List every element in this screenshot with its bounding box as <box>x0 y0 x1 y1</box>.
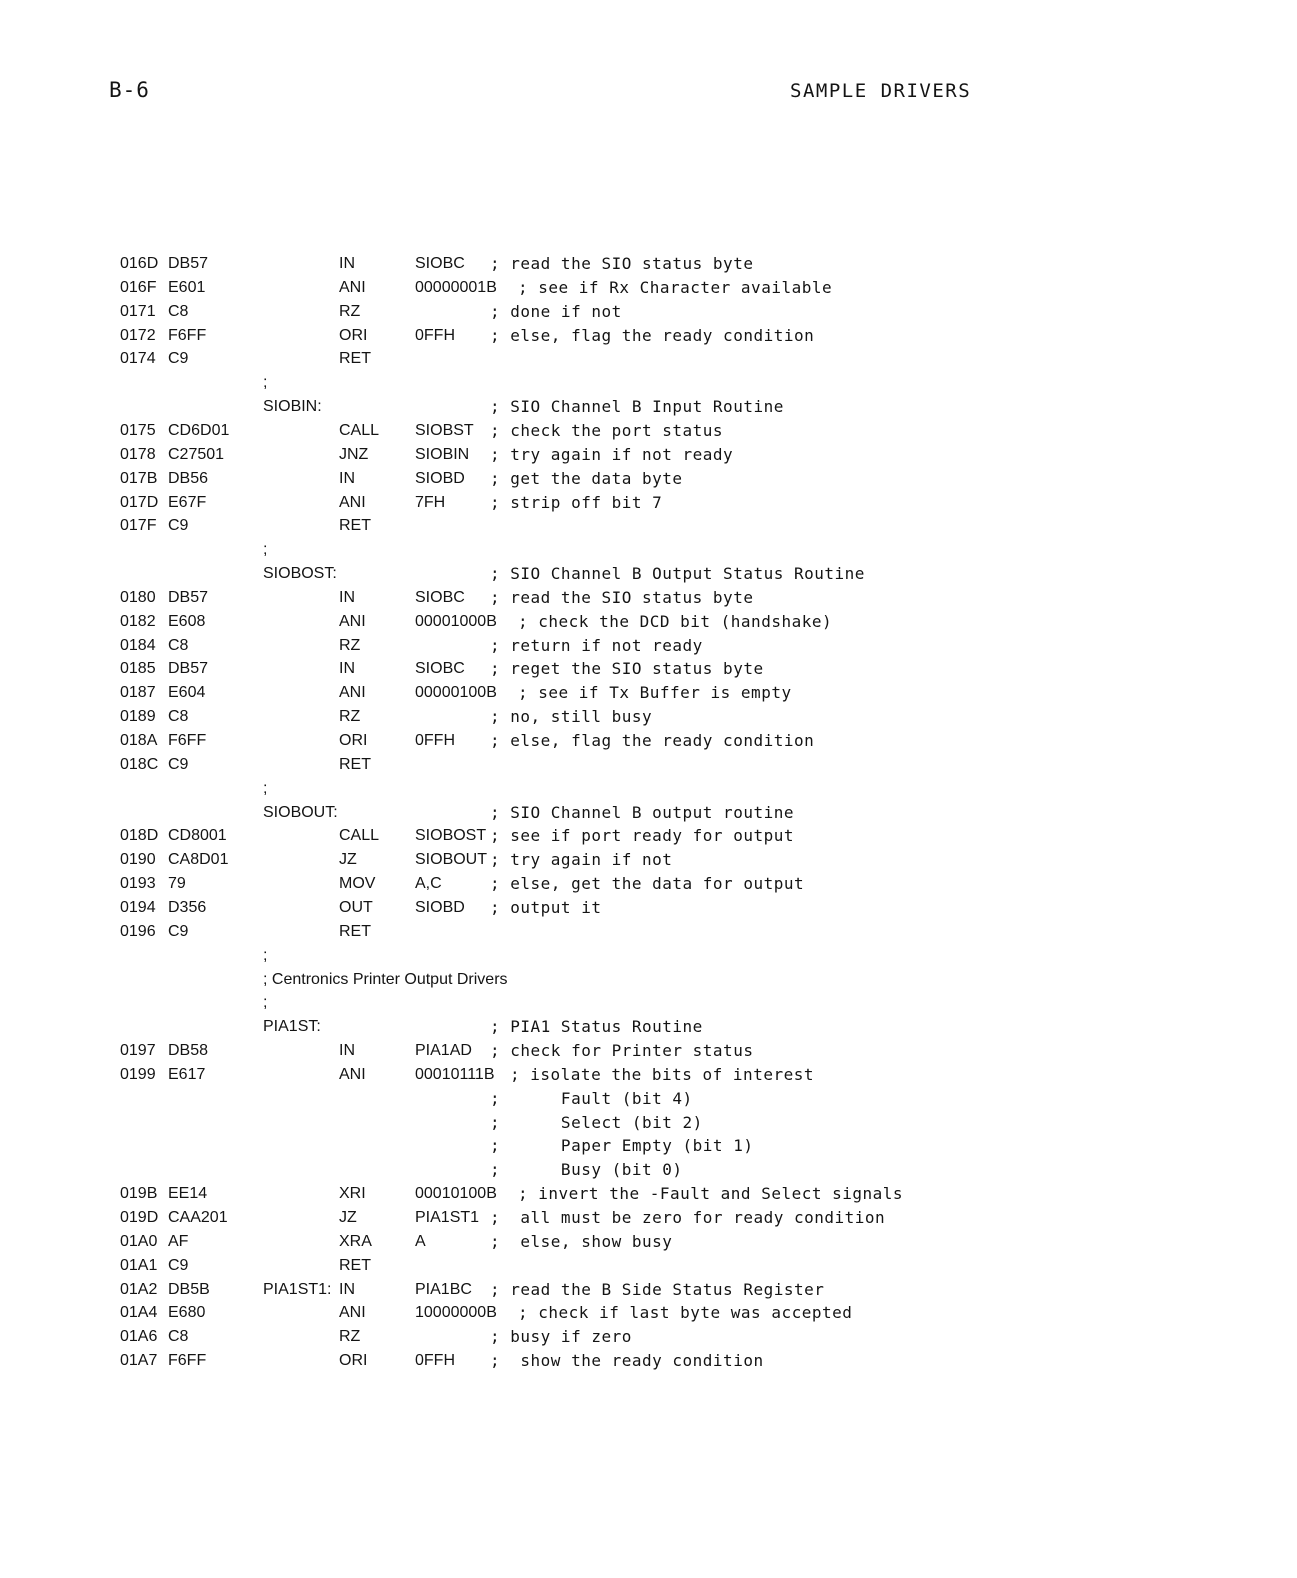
line-operand: SIOBOUT <box>415 851 488 869</box>
listing-line <box>0 1254 1297 1278</box>
line-address: 0175 <box>120 421 156 439</box>
page-number: B-6 <box>109 78 150 102</box>
line-mnemonic: RZ <box>339 302 361 320</box>
line-mnemonic: IN <box>339 255 355 272</box>
line-object-code: DB5B <box>168 1280 210 1298</box>
line-mnemonic: OUT <box>339 898 373 916</box>
line-object-code: DB57 <box>168 660 209 678</box>
line-mnemonic: RET <box>339 755 371 773</box>
listing-line <box>0 562 1297 586</box>
line-label: ; <box>263 779 268 797</box>
listing-line <box>0 1349 1297 1373</box>
line-mnemonic: RZ <box>339 708 361 726</box>
line-object-code: DB56 <box>168 469 209 487</box>
line-address: 017B <box>120 469 158 487</box>
line-operand: PIA1ST1 <box>415 1209 480 1226</box>
line-mnemonic: RET <box>339 350 371 368</box>
line-object-code: C9 <box>168 350 189 368</box>
line-operand: SIOBIN <box>415 445 470 463</box>
listing-line <box>0 634 1297 658</box>
line-mnemonic: JZ <box>339 1209 357 1226</box>
listing-line <box>0 300 1297 324</box>
listing-line <box>0 276 1297 300</box>
line-object-code: C9 <box>168 517 189 535</box>
listing-line <box>0 824 1297 848</box>
line-object-code: C9 <box>168 1256 189 1274</box>
line-object-code: CA8D01 <box>168 851 229 869</box>
line-operand: A,C <box>415 875 442 893</box>
line-mnemonic: RET <box>339 517 371 535</box>
line-address: 019D <box>120 1209 159 1226</box>
line-mnemonic: XRI <box>339 1185 366 1203</box>
listing-line <box>0 1206 1297 1230</box>
line-mnemonic: ANI <box>339 278 366 296</box>
line-object-code: C9 <box>168 755 189 773</box>
line-mnemonic: RZ <box>339 636 361 654</box>
line-operand: 0FFH <box>415 732 455 749</box>
line-comment: ; see if Tx Buffer is empty <box>518 683 792 703</box>
listing-line <box>0 753 1297 777</box>
line-mnemonic: ANI <box>339 1304 366 1322</box>
line-comment: ; else, flag the ready condition <box>490 731 815 750</box>
line-address: 0172 <box>120 326 156 344</box>
line-comment: ; Paper Empty (bit 1) <box>490 1136 754 1156</box>
line-object-code: DB57 <box>168 255 209 272</box>
line-comment: ; busy if zero <box>490 1327 632 1347</box>
line-address: 01A7 <box>120 1352 158 1370</box>
line-address: 018D <box>120 827 159 845</box>
line-comment: ; get the data byte <box>490 468 683 488</box>
listing-line <box>0 920 1297 944</box>
line-object-code: CD6D01 <box>168 421 230 439</box>
listing-line <box>0 538 1297 562</box>
listing-line <box>0 1039 1297 1063</box>
line-object-code: EE14 <box>168 1185 208 1203</box>
listing-line <box>0 610 1297 634</box>
line-object-code: E67F <box>168 493 207 511</box>
line-address: 0189 <box>120 708 156 726</box>
line-comment: ; done if not <box>490 301 622 321</box>
line-mnemonic: RET <box>339 922 371 940</box>
line-mnemonic: IN <box>339 1042 355 1060</box>
line-comment: ; check if last byte was accepted <box>518 1303 853 1323</box>
line-comment: ; SIO Channel B Input Routine <box>490 397 784 417</box>
listing-line <box>0 1111 1297 1135</box>
section-title: SAMPLE DRIVERS <box>790 80 972 102</box>
line-operand: 00000001B <box>415 278 497 296</box>
listing-line <box>0 586 1297 610</box>
line-comment: ; check the port status <box>490 420 724 440</box>
line-comment: ; read the SIO status byte <box>490 254 754 273</box>
line-label: ; <box>263 994 268 1012</box>
line-address: 0178 <box>120 445 156 463</box>
listing-line <box>0 777 1297 801</box>
line-address: 01A1 <box>120 1256 158 1274</box>
listing-line <box>0 1063 1297 1087</box>
line-address: 01A6 <box>120 1328 158 1346</box>
listing-line <box>0 371 1297 395</box>
line-comment: ; reget the SIO status byte <box>490 659 764 679</box>
line-operand: SIOBD <box>415 469 465 487</box>
line-address: 0197 <box>120 1042 156 1060</box>
line-mnemonic: XRA <box>339 1232 372 1250</box>
line-comment: ; Busy (bit 0) <box>490 1160 683 1180</box>
line-comment: ; all must be zero for ready condition <box>490 1208 886 1227</box>
listing-line <box>0 419 1297 443</box>
line-object-code: E601 <box>168 278 206 296</box>
line-address: 0187 <box>120 684 156 702</box>
line-mnemonic: ORI <box>339 326 368 344</box>
listing-line <box>0 1230 1297 1254</box>
line-comment: ; read the SIO status byte <box>490 587 754 607</box>
line-comment: ; see if Rx Character available <box>518 277 833 297</box>
line-operand: 00001000B <box>415 612 497 630</box>
line-comment: ; show the ready condition <box>490 1351 764 1371</box>
listing-line <box>0 1301 1297 1325</box>
listing-line <box>0 729 1297 753</box>
listing-line <box>0 705 1297 729</box>
line-mnemonic: RET <box>339 1256 371 1274</box>
line-label: SIOBOST: <box>263 565 337 583</box>
line-comment: ; invert the -Fault and Select signals <box>518 1184 904 1204</box>
listing-line <box>0 252 1297 276</box>
line-label: ; <box>263 946 268 964</box>
listing-line <box>0 991 1297 1015</box>
line-mnemonic: IN <box>339 588 355 606</box>
line-label: SIOBIN: <box>263 398 322 416</box>
listing-line <box>0 896 1297 920</box>
line-comment: ; no, still busy <box>490 707 653 727</box>
listing-line <box>0 944 1297 968</box>
line-object-code: E680 <box>168 1304 206 1322</box>
line-address: 01A4 <box>120 1304 158 1322</box>
line-object-code: E617 <box>168 1065 206 1083</box>
line-label: ; <box>263 374 268 392</box>
line-mnemonic: CALL <box>339 827 380 845</box>
line-comment: ; else, show busy <box>490 1231 673 1251</box>
line-object-code: E604 <box>168 684 206 702</box>
line-operand: SIOBD <box>415 898 465 916</box>
listing-line <box>0 1182 1297 1206</box>
line-operand: SIOBST <box>415 421 474 439</box>
line-mnemonic: CALL <box>339 421 380 439</box>
line-object-code: E608 <box>168 612 206 630</box>
line-address: 016D <box>120 255 159 272</box>
line-object-code: C8 <box>168 708 189 726</box>
line-address: 0193 <box>120 875 156 893</box>
listing-line <box>0 395 1297 419</box>
line-object-code: CAA201 <box>168 1209 228 1226</box>
line-mnemonic: IN <box>339 469 355 487</box>
line-object-code: C8 <box>168 1328 189 1346</box>
line-operand: 7FH <box>415 493 446 511</box>
line-mnemonic: ANI <box>339 684 366 702</box>
line-mnemonic: RZ <box>339 1328 361 1346</box>
line-address: 016F <box>120 278 157 296</box>
line-label: PIA1ST: <box>263 1018 321 1036</box>
line-operand: SIOBC <box>415 255 465 272</box>
listing-line <box>0 1158 1297 1182</box>
listing-line <box>0 324 1297 348</box>
listing-line <box>0 467 1297 491</box>
line-address: 017D <box>120 493 159 511</box>
listing-line <box>0 968 1297 992</box>
line-operand: PIA1AD <box>415 1042 472 1060</box>
listing-line <box>0 657 1297 681</box>
line-mnemonic: IN <box>339 1280 355 1298</box>
line-comment: ; read the B Side Status Register <box>490 1279 825 1299</box>
line-comment: ; Select (bit 2) <box>490 1112 703 1132</box>
line-comment: ; check for Printer status <box>490 1041 754 1061</box>
line-object-code: C9 <box>168 922 189 940</box>
line-operand: 00010111B <box>415 1065 495 1083</box>
line-object-code: DB58 <box>168 1042 209 1060</box>
line-label: PIA1ST1: <box>263 1280 332 1298</box>
line-address: 01A2 <box>120 1280 158 1298</box>
line-object-code: C8 <box>168 302 189 320</box>
line-operand: 00000100B <box>415 684 497 702</box>
line-address: 0182 <box>120 612 156 630</box>
line-operand: 0FFH <box>415 326 455 344</box>
line-label: SIOBOUT: <box>263 803 338 821</box>
listing-line <box>0 1278 1297 1302</box>
line-mnemonic: MOV <box>339 875 376 893</box>
line-comment: ; see if port ready for output <box>490 826 794 846</box>
line-object-code: AF <box>168 1232 189 1250</box>
line-address: 018C <box>120 755 159 773</box>
line-address: 0180 <box>120 588 156 606</box>
line-address: 0171 <box>120 302 156 320</box>
line-comment: ; else, flag the ready condition <box>490 325 815 345</box>
line-object-code: F6FF <box>168 326 207 344</box>
line-mnemonic: ANI <box>339 612 366 630</box>
listing-line <box>0 801 1297 825</box>
line-comment: ; Fault (bit 4) <box>490 1088 693 1108</box>
line-address: 0194 <box>120 898 156 916</box>
line-object-code: CD8001 <box>168 827 227 845</box>
line-object-code: F6FF <box>168 1352 207 1370</box>
line-address: 0185 <box>120 660 156 678</box>
line-operand: SIOBOST <box>415 827 487 845</box>
line-address: 0196 <box>120 922 156 940</box>
line-address: 01A0 <box>120 1232 158 1250</box>
line-mnemonic: ORI <box>339 1352 368 1370</box>
listing-line <box>0 1015 1297 1039</box>
listing-line <box>0 1087 1297 1111</box>
listing-line <box>0 872 1297 896</box>
line-object-code: 79 <box>168 875 186 893</box>
line-address: 018A <box>120 732 158 749</box>
line-object-code: F6FF <box>168 732 207 749</box>
line-operand: PIA1BC <box>415 1280 472 1298</box>
line-comment: ; else, get the data for output <box>490 874 805 894</box>
line-operand: 0FFH <box>415 1352 455 1370</box>
line-address: 0199 <box>120 1065 156 1083</box>
line-object-code: C27501 <box>168 445 225 463</box>
line-mnemonic: ORI <box>339 732 368 749</box>
listing-line <box>0 491 1297 515</box>
listing-line <box>0 443 1297 467</box>
line-address: 0184 <box>120 636 156 654</box>
line-comment: ; try again if not <box>490 850 673 870</box>
line-address: 0174 <box>120 350 156 368</box>
line-comment: ; SIO Channel B Output Status Routine <box>490 564 865 584</box>
line-comment: ; output it <box>490 897 602 917</box>
line-comment: ; PIA1 Status Routine <box>490 1017 703 1037</box>
line-object-code: D356 <box>168 898 207 916</box>
line-comment: ; strip off bit 7 <box>490 492 663 512</box>
line-label: ; Centronics Printer Output Drivers <box>263 970 508 988</box>
line-comment: ; isolate the bits of interest <box>510 1064 814 1084</box>
line-mnemonic: ANI <box>339 493 366 511</box>
line-address: 0190 <box>120 851 156 869</box>
line-mnemonic: JZ <box>339 851 357 869</box>
listing-line <box>0 681 1297 705</box>
line-object-code: DB57 <box>168 588 209 606</box>
line-operand: SIOBC <box>415 588 465 606</box>
listing-line <box>0 1134 1297 1158</box>
line-mnemonic: JNZ <box>339 445 369 463</box>
line-comment: ; check the DCD bit (handshake) <box>518 611 833 631</box>
line-comment: ; SIO Channel B output routine <box>490 802 794 822</box>
line-operand: A <box>415 1232 426 1250</box>
line-mnemonic: ANI <box>339 1065 366 1083</box>
line-comment: ; try again if not ready <box>490 444 734 464</box>
line-label: ; <box>263 541 268 559</box>
listing-line <box>0 514 1297 538</box>
listing-line <box>0 1325 1297 1349</box>
line-comment: ; return if not ready <box>490 635 703 655</box>
line-operand: 10000000B <box>415 1304 497 1322</box>
listing-line <box>0 848 1297 872</box>
line-object-code: C8 <box>168 636 189 654</box>
listing-line <box>0 347 1297 371</box>
line-address: 019B <box>120 1185 158 1203</box>
line-operand: 00010100B <box>415 1185 497 1203</box>
line-address: 017F <box>120 517 157 535</box>
line-mnemonic: IN <box>339 660 355 678</box>
line-operand: SIOBC <box>415 660 465 678</box>
